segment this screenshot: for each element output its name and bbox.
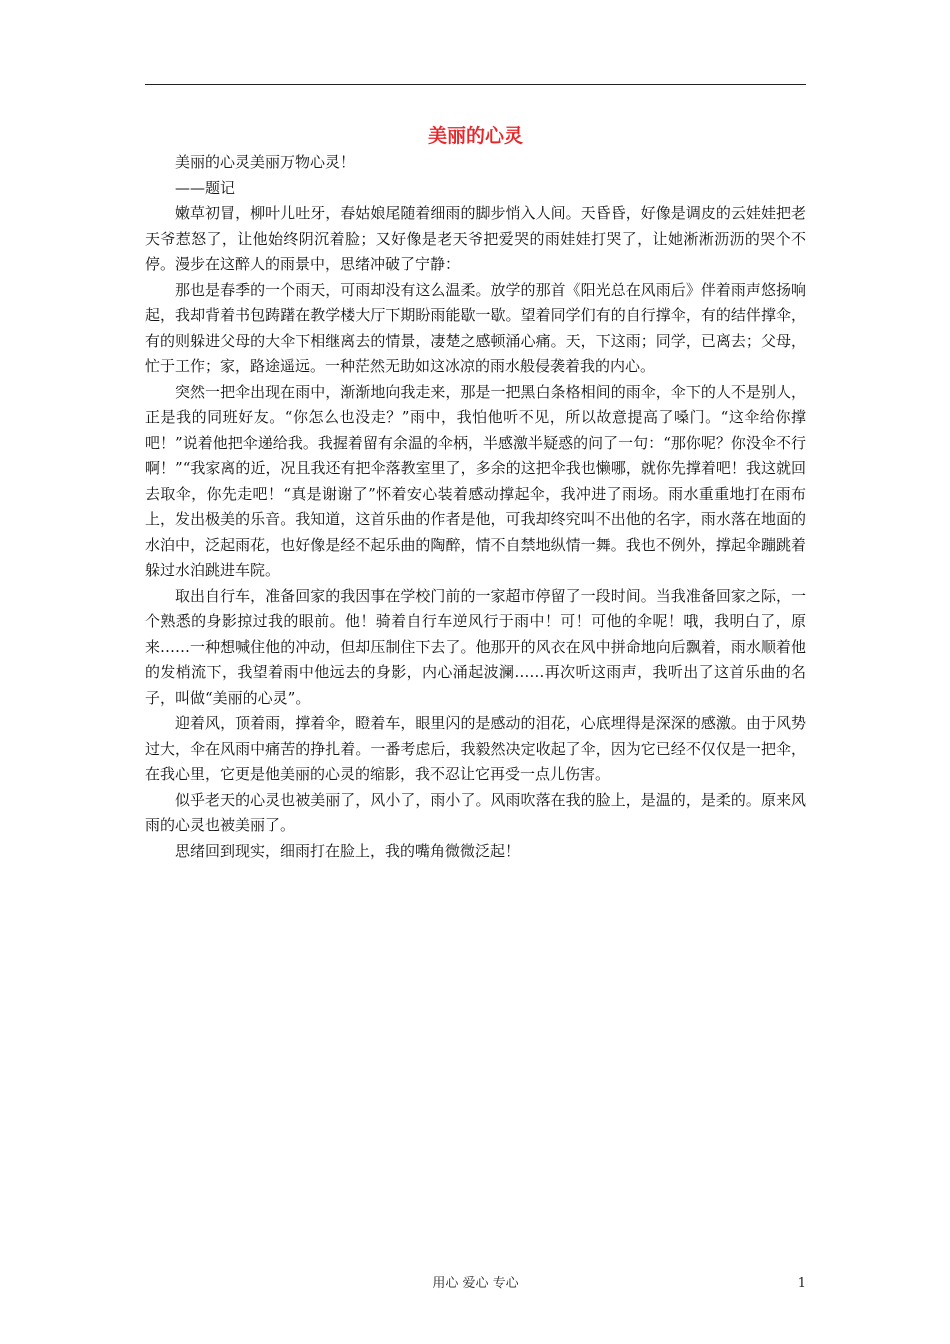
document-body bbox=[145, 150, 806, 864]
header-rule bbox=[145, 84, 806, 85]
paragraph-4: 取出自行车，准备回家的我因事在学校门前的一家超市停留了一段时间。当我准备回家之际，一个熟悉的身影掠过我的眼前。他！骑着自行车逆风行于雨中！可！可他的伞呢！哦，我明白了，原来……一种想喊住他的冲动，但却压制住下去了。他那开的风衣在风中拼命地向后飘着，雨水顺着他的发梢流下，我望着雨中他远去的身影，内心涌起波澜……再次听这雨声，我听出了这首乐曲的名子，叫做“美丽的心灵”。 bbox=[145, 586, 806, 707]
page-number: 1 bbox=[797, 1276, 806, 1291]
paragraph-7: 思绪回到现实，细雨打在脸上，我的嘴角微微泛起！ bbox=[175, 841, 521, 860]
paragraph-5: 迎着风，顶着雨，撑着伞，瞪着车，眼里闪的是感动的泪花，心底埋得是深深的感激。由于风势过大，伞在风雨中痛苦的挣扎着。一番考虑后，我毅然决定收起了伞，因为它已经不仅仅是一把伞，在我心里，它更是他美丽的心灵的缩影，我不忍让它再受一点儿伤害。 bbox=[145, 714, 806, 783]
epigraph-line: 美丽的心灵美丽万物心灵！ bbox=[175, 153, 356, 171]
footer-slogan: 用心 爱心 专心 bbox=[432, 1276, 519, 1291]
paragraph-6: 似乎老天的心灵也被美丽了，风小了，雨小了。风雨吹落在我的脸上，是温的，是柔的。原来风雨的心灵也被美丽了。 bbox=[145, 790, 806, 834]
epigraph-attribution: ——题记 bbox=[175, 178, 236, 197]
paragraph-1: 嫩草初冒，柳叶儿吐牙，春姑娘尾随着细雨的脚步悄入人间。天昏昏，好像是调皮的云娃娃把老天爷惹怒了，让他始终阴沉着脸；又好像是老天爷把爱哭的雨娃娃打哭了，让她淅淅沥沥的哭个不停。漫步在这醉人的雨景中，思绪冲破了宁静： bbox=[145, 204, 806, 273]
document-title: 美丽的心灵 bbox=[427, 125, 523, 147]
paragraph-2: 那也是春季的一个雨天，可雨却没有这么温柔。放学的那首《阳光总在风雨后》伴着雨声悠扬响起，我却背着书包踌躇在教学楼大厅下期盼雨能歇一歇。望着同学们有的自行撑伞，有的结伴撑伞，有的则躲进父母的大伞下相继离去的情景，凄楚之感顿涌心痛。天，下这雨；同学，已离去；父母，忙于工作；家，路途遥远。一种茫然无助如这冰凉的雨水般侵袭着我的内心。 bbox=[145, 280, 806, 375]
paragraph-3: 突然一把伞出现在雨中，渐渐地向我走来，那是一把黑白条格相间的雨伞，伞下的人不是别人，正是我的同班好友。“你怎么也没走？”雨中，我怕他听不见，所以故意提高了嗓门。“这伞给你撑吧！”说着他把伞递给我。我握着留有余温的伞柄，半感激半疑惑的问了一句：“那你呢？你没伞不行啊！”“我家离的近，况且我还有把伞落教室里了，多余的这把伞我也懒哪，就你先撑着吧！我这就回去取伞，你先走吧！“真是谢谢了”怀着安心装着感动撑起伞，我冲进了雨场。雨水重重地打在雨布上，发出极美的乐音。我知道，这首乐曲的作者是他，可我却终究叫不出他的名字，雨水落在地面的水泊中，泛起雨花，也好像是经不起乐曲的陶醉，情不自禁地纵情一舞。我也不例外，撑起伞蹦跳着躲过水泊跳进车院。 bbox=[145, 382, 806, 579]
